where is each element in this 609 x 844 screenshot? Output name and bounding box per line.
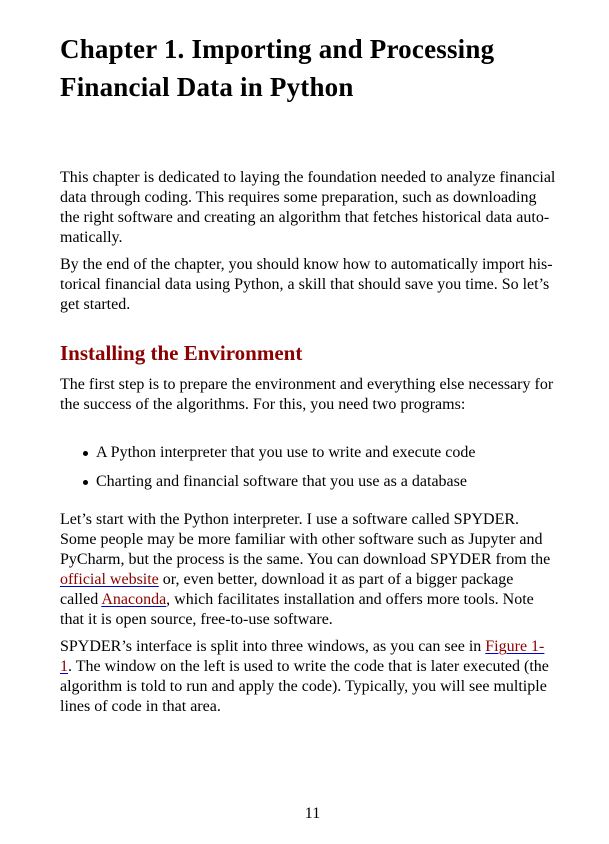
text-run: that it is open source, free-to-use software.: [60, 611, 333, 628]
text-run: A Python interpreter that you use to write and execute code: [96, 444, 476, 461]
paragraph: [60, 255, 565, 315]
text-run: called: [60, 591, 102, 608]
chapter-title: [60, 30, 565, 106]
page-number: 11: [304, 805, 321, 822]
text-run: Some people may be more familiar with other software such as Jupyter and: [60, 531, 543, 548]
text-run: or, even better, download it as part of a bigger package: [158, 571, 514, 588]
list-item: [60, 443, 565, 463]
text-run: . The window on the left is used to write the code that is later executed (the: [68, 658, 549, 675]
text-run: PyCharm, but the process is the same. You can download SPYDER from the: [60, 551, 551, 568]
text-run: the success of the algorithms. For this, you need two programs:: [60, 396, 466, 413]
text-run: matically.: [60, 229, 123, 246]
text-run: lines of code in that area.: [60, 698, 221, 715]
figure-1-1-link[interactable]: Figure 1-: [485, 638, 545, 655]
page-content: [60, 30, 565, 717]
text-run: the right software and creating an algorithm that fetches historical data auto-: [60, 209, 550, 226]
text-run: , which facilitates installation and offers more tools. Note: [166, 591, 534, 608]
bullet-list: [60, 443, 565, 492]
page-footer: [60, 804, 565, 824]
book-page: [0, 30, 609, 844]
text-run: SPYDER’s interface is split into three windows, as you can see in: [60, 638, 486, 655]
paragraph: [60, 375, 565, 415]
figure-1-1-link[interactable]: 1: [60, 658, 68, 675]
official-website-link[interactable]: official website: [60, 571, 159, 588]
list-item: [60, 472, 565, 492]
text-run: data through coding. This requires some preparation, such as downloading: [60, 189, 537, 206]
text-run: get started.: [60, 296, 131, 313]
text-run: algorithm is told to run and apply the code). Typically, you will see multiple: [60, 678, 547, 695]
text-run: Financial Data in Python: [60, 72, 354, 102]
paragraph: [60, 168, 565, 248]
paragraph: [60, 637, 565, 717]
text-run: Chapter 1. Importing and Processing: [60, 34, 495, 64]
text-run: Installing the Environment: [60, 341, 303, 365]
text-run: By the end of the chapter, you should know how to automatically import his-: [60, 256, 553, 273]
text-run: Charting and financial software that you use as a database: [96, 473, 467, 490]
text-run: This chapter is dedicated to laying the foundation needed to analyze financial: [60, 169, 556, 186]
anaconda-link[interactable]: Anaconda: [101, 591, 167, 608]
paragraph: [60, 510, 565, 630]
text-run: torical financial data using Python, a skill that should save you time. So let’s: [60, 276, 550, 293]
text-run: The first step is to prepare the environment and everything else necessary for: [60, 376, 554, 393]
text-run: Let’s start with the Python interpreter. I use a software called SPYDER.: [60, 511, 520, 528]
section-heading: [60, 339, 565, 367]
